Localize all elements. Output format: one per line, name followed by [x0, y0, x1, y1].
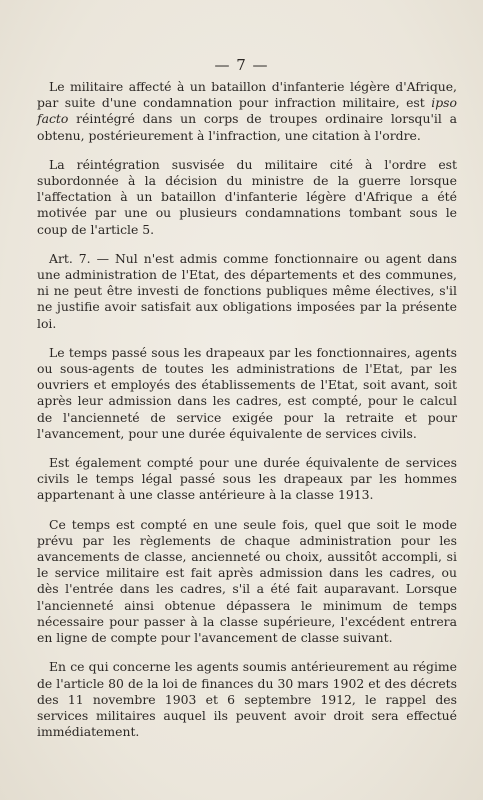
paragraph-5: Est également compté pour une durée équivalente de services civils le temps légal passé sous les drapeaux par les hommes appartenant à une classe antérieure à la classe 1913.	[37, 455, 457, 503]
paragraph-1-italic-phrase: ipso facto	[37, 95, 457, 127]
paragraph-4: Le temps passé sous les drapeaux par les fonctionnaires, agents ou sous-agents de toutes les administrations de l'Etat, par les ouvriers et employés des établissements de l'Etat, soit avant, soit après leur admission dans les cadres, est compté, pour le calcul de l'ancienneté de service exigée pour la retraite et pour l'avancement, pour une durée équivalente de services civils.	[37, 344, 457, 441]
paragraph-7: En ce qui concerne les agents soumis antérieurement au régime de l'article 80 de la loi de finances du 30 mars 1902 et des décrets des 11 novembre 1903 et 6 septembre 1912, le rappel des services militaires auquel ils peuvent avoir droit sera effectué immédiatement.	[37, 659, 457, 740]
paragraph-1-text-end: réintégré dans un corps de troupes ordinaire lorsqu'il a obtenu, postérieurement à l'infraction, une citation à l'ordre.	[37, 111, 457, 143]
paragraph-1	[37, 79, 457, 144]
document-body	[37, 79, 457, 740]
paragraph-article-7: Art. 7. — Nul n'est admis comme fonctionnaire ou agent dans une administration de l'Etat, des départements et des communes, ni ne peut être investi de fonctions publiques même électives, s'il ne justifie avoir satisfait aux obligations imposées par la présente loi.	[37, 250, 457, 331]
paragraph-2: La réintégration susvisée du militaire cité à l'ordre est subordonnée à la décision du ministre de la guerre lorsque l'affectation à un bataillon d'infanterie légère d'Afrique a été motivée par une ou plusieurs condamnations tombant sous le coup de l'article 5.	[37, 156, 457, 237]
page-number: — 7 —	[214, 56, 269, 74]
paragraph-1-text-start: Le militaire affecté à un bataillon d'infanterie légère d'Afrique, par suite d'une condamnation pour infraction militaire, est	[37, 79, 457, 111]
paragraph-6: Ce temps est compté en une seule fois, quel que soit le mode prévu par les règlements de chaque administration pour les avancements de classe, ancienneté ou choix, aussitôt accompli, si le service militaire est fait après admission dans les cadres, ou dès l'entrée dans les cadres, s'il a été fait auparavant. Lorsque l'ancienneté ainsi obtenue dépassera le minimum de temps nécessaire pour passer à la classe supérieure, l'excédent entrera en ligne de compte pour l'avancement de classe suivant.	[37, 516, 457, 646]
